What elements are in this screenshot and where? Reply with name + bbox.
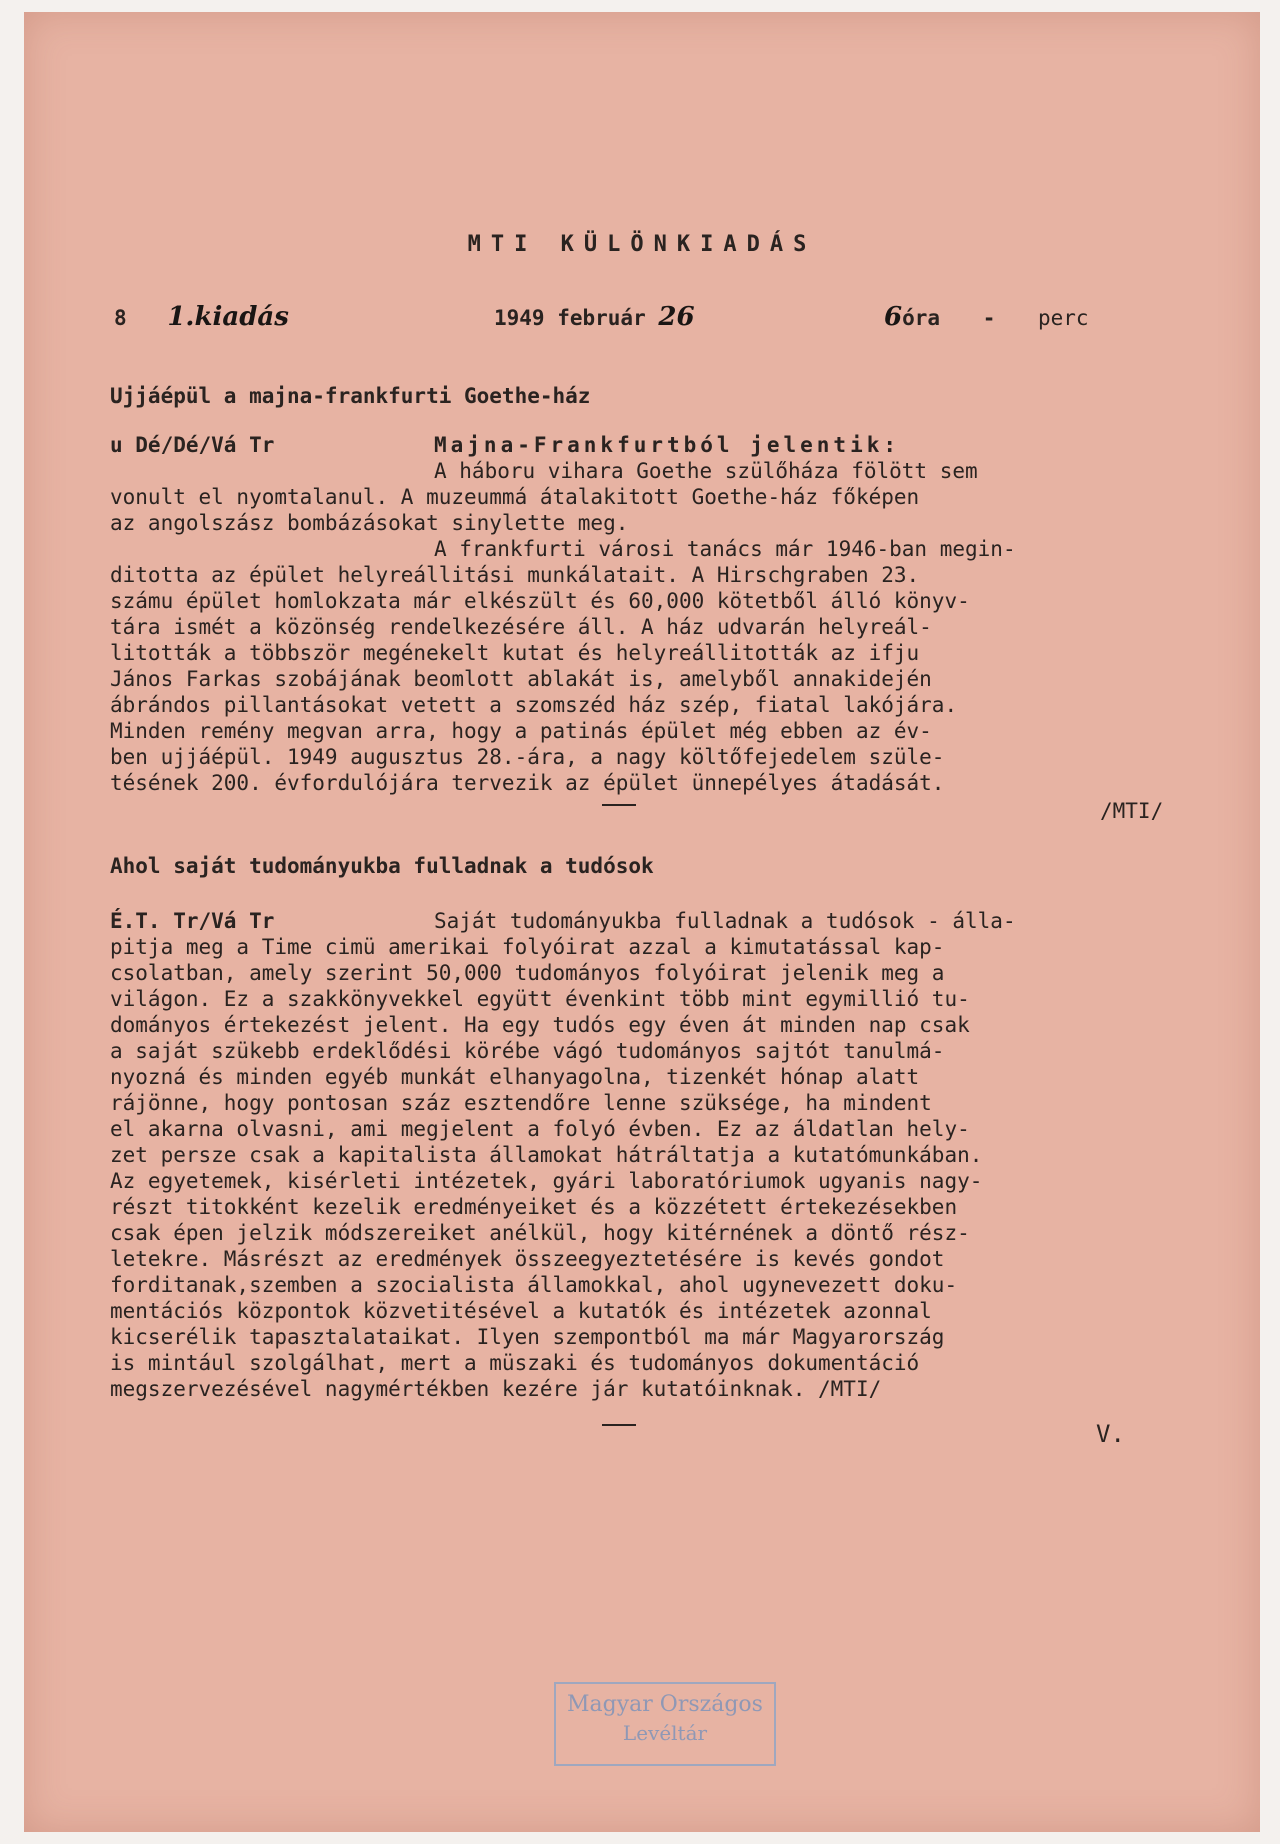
date-printed: 1949 február [494, 306, 646, 330]
article1-line: János Farkas szobájának beomlott ablakát is, amelyből annakidején [110, 667, 932, 691]
article1-headline: Ujjáépül a majna-frankfurti Goethe-ház [110, 384, 591, 408]
article1-line: Minden remény megvan arra, hogy a patinás épület még ebben az év- [110, 719, 932, 743]
article2-line: világon. Ez a szakkönyvekkel együtt évenkint több mint egymillió tu- [110, 987, 970, 1011]
article2-line: nyozná és minden egyéb munkát elhanyagolna, tizenkét hónap alatt [110, 1065, 920, 1089]
article2-byline: É.T. Tr/Vá Tr [110, 909, 275, 933]
article2-headline: Ahol saját tudományukba fulladnak a tudósok [110, 854, 654, 878]
minute-label: perc [1038, 306, 1089, 330]
article2-line: is mintául szolgálhat, mert a müszaki és tudományos dokumentáció [110, 1351, 920, 1375]
edition-label: 1.kiadás [167, 302, 289, 332]
article1-line: ditotta az épület helyreállitási munkálatait. A Hirschgraben 23. [110, 563, 920, 587]
article2-line: forditanak,szemben a szocialista államokkal, ahol ugynevezett doku- [110, 1273, 958, 1297]
hour-value: 6 [884, 302, 903, 332]
article1-line: számu épület homlokzata már elkészült és 60,000 kötetből álló könyv- [110, 589, 970, 613]
archive-stamp-line2: Levéltár [622, 1721, 708, 1745]
article2-line: el akarna olvasni, ami megjelent a folyó évben. Ez az áldatlan hely- [110, 1117, 970, 1141]
article2-line: Az egyetemek, kisérleti intézetek, gyári laboratóriumok ugyanis nagy- [110, 1169, 983, 1193]
article2-line: pitja meg a Time cimü amerikai folyóirat azzal a kimutatással kap- [110, 935, 945, 959]
article2-line: dományos értekezést jelent. Ha egy tudós egy éven át minden nap csak [110, 1013, 970, 1037]
article1-line: litották a többször megénekelt kutat és helyreállitották az ifju [110, 641, 920, 665]
article1-line: vonult el nyomtalanul. A muzeummá átalakitott Goethe-ház főképen [110, 485, 920, 509]
edition-number: 8 [114, 306, 127, 330]
article2-separator [602, 1424, 636, 1426]
article1-line: tésének 200. évfordulójára tervezik az épület ünnepélyes átadását. [110, 771, 945, 795]
minute-value: - [982, 306, 996, 330]
date-info [494, 302, 695, 332]
article2-line: a saját szükebb erdeklődési körébe vágó tudományos sajtót tanulmá- [110, 1039, 945, 1063]
article1-separator [602, 804, 636, 806]
article1-line: A frankfurti városi tanács már 1946-ban megin- [434, 537, 1016, 561]
date-day: 26 [658, 302, 695, 332]
time-info [884, 302, 1089, 332]
article2-line: megszervezésével nagymértékben kezére jár kutatóinknak. /MTI/ [110, 1377, 882, 1401]
article2-line: rájönne, hogy pontosan száz esztendőre lenne szüksége, ha mindent [110, 1091, 932, 1115]
article1-line: Majna-Frankfurtból jelentik: [434, 433, 901, 457]
document-page [24, 12, 1260, 1832]
article2-line: csolatban, amely szerint 50,000 tudományos folyóirat jelenik meg a [110, 961, 945, 985]
article1-line: tára ismét a közönség rendelkezésére áll. A ház udvarán helyreál- [110, 615, 932, 639]
article2-line: letekre. Másrészt az eredmények összeegyeztetésére is kevés gondot [110, 1247, 945, 1271]
hour-label: óra [902, 306, 941, 330]
archive-stamp-line1: Magyar Országos [567, 1692, 763, 1717]
edition-info [114, 302, 289, 332]
article2-line: zet persze csak a kapitalista államokat hátráltatja a kutatómunkában. [110, 1143, 983, 1167]
article1-byline: u Dé/Dé/Vá Tr [110, 433, 275, 457]
archive-stamp [554, 1682, 776, 1766]
article2-line: Saját tudományukba fulladnak a tudósok - álla- [434, 909, 1016, 933]
article2-line: részt titokként kezelik eredményeiket és a közzétett értekezésekben [110, 1195, 958, 1219]
article1-line: ábrándos pillantásokat vetett a szomszéd ház szép, fiatal lakójára. [110, 693, 958, 717]
article2-line: csak épen jelzik módszereiket anélkül, hogy kitérnének a döntő rész- [110, 1221, 970, 1245]
initial-signoff: V. [1096, 1420, 1125, 1448]
article1-line: A háboru vihara Goethe szülőháza fölött sem [434, 459, 978, 483]
document-header-title: MTI KÜLÖNKIADÁS [467, 232, 817, 257]
article1-signoff: /MTI/ [1100, 799, 1164, 823]
article1-line: az angolszász bombázásokat sinylette meg. [110, 511, 629, 535]
article2-line: mentációs központok közvetitésével a kutatók és intézetek azonnal [110, 1299, 932, 1323]
article2-line: kicserélik tapasztalataikat. Ilyen szempontból ma már Magyarország [110, 1325, 945, 1349]
article1-line: ben ujjáépül. 1949 augusztus 28.-ára, a nagy költőfejedelem szüle- [110, 745, 945, 769]
